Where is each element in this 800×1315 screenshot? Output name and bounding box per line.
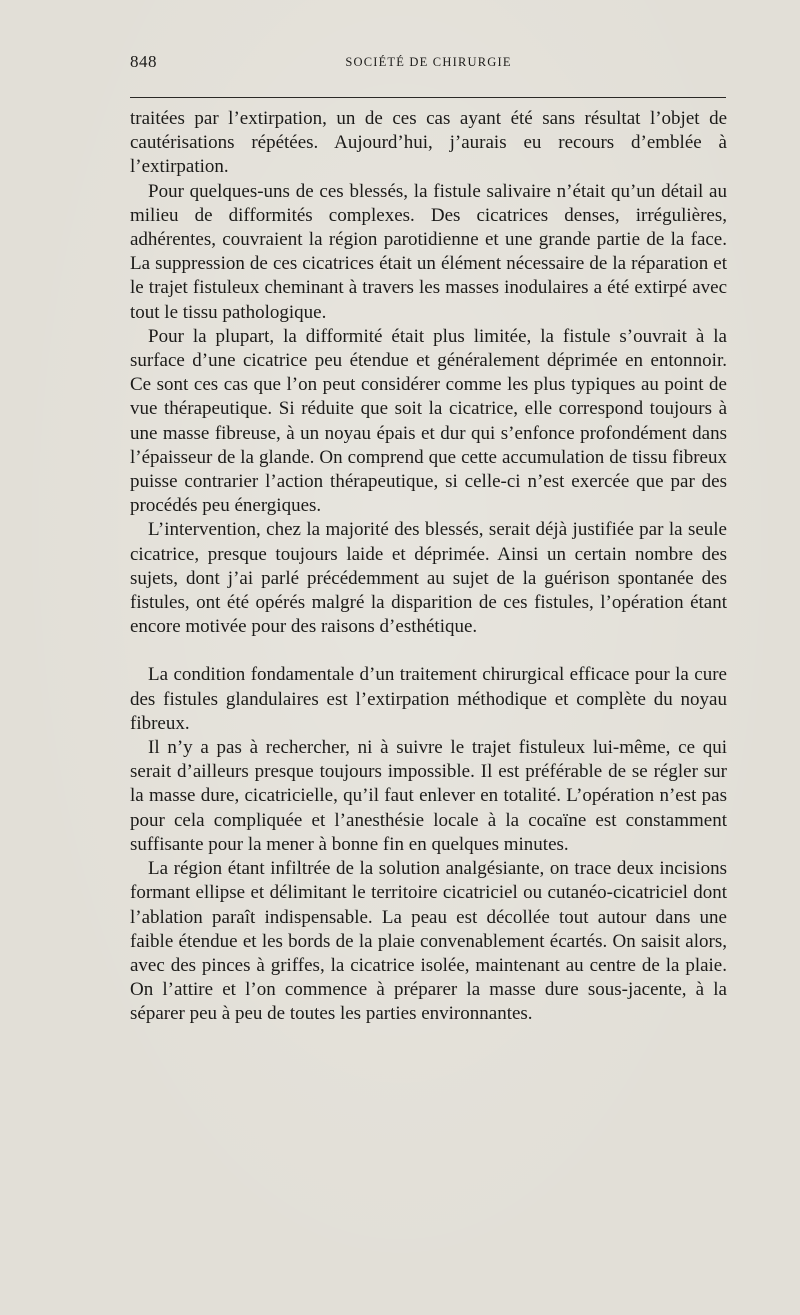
paragraph: Pour la plupart, la difformité était plus limitée, la fistule s’ouvrait à la surface d’une cicatrice peu étendue et généralement déprimée en entonnoir. Ce sont ces cas que l’on peut considérer comme les plus typiques au point de vue thérapeutique. Si réduite que soit la cicatrice, elle correspond toujours à une masse fibreuse, à un noyau épais et dur qui s’enfonce profondément dans l’épaisseur de la glande. On comprend que cette accumulation de tissu fibreux puisse contrarier l’action thérapeutique, si celle-ci n’est exercée que par des procédés peu énergiques.: [130, 325, 727, 517]
paragraph: Il n’y a pas à rechercher, ni à suivre le trajet fistuleux lui-même, ce qui serait d’ailleurs presque toujours impossible. Il est préférable de se régler sur la masse dure, cicatricielle, qu’il faut enlever en totalité. L’opération n’est pas pour cela compliquée et l’anesthésie locale à la cocaïne est constamment suffisante pour la mener à bonne fin en quelques minutes.: [130, 737, 727, 855]
paragraph: La condition fondamentale d’un traitement chirurgical efficace pour la cure des fistules glandulaires est l’extirpation méthodique et complète du noyau fibreux.: [130, 664, 727, 734]
header-rule: [130, 97, 726, 98]
page-number: 848: [130, 52, 157, 71]
body-text: [130, 107, 727, 1027]
running-title: SOCIÉTÉ DE CHIRURGIE: [345, 55, 512, 69]
paragraph-continued: traitées par l’extirpation, un de ces cas ayant été sans résultat l’objet de cautérisations répétées. Aujourd’hui, j’aurais eu recours d’emblée à l’extirpation.: [130, 108, 727, 178]
page-header: [130, 52, 727, 76]
paragraph: La région étant infiltrée de la solution analgésiante, on trace deux incisions formant ellipse et délimitant le territoire cicatriciel ou cutanéo-cicatriciel dont l’ablation paraît indispensable. La peau est décollée tout autour dans une faible étendue et les bords de la plaie convenablement écartés. On saisit alors, avec des pinces à griffes, la cicatrice isolée, maintenant au centre de la plaie. On l’attire et l’on commence à préparer la masse dure sous-jacente, à la séparer peu à peu de toutes les parties environnantes.: [130, 858, 727, 1025]
paragraph: Pour quelques-uns de ces blessés, la fistule salivaire n’était qu’un détail au milieu de difformités complexes. Des cicatrices denses, irrégulières, adhérentes, couvraient la région parotidienne et une grande partie de la face. La suppression de ces cicatrices était un élément nécessaire de la réparation et le trajet fistuleux cheminant à travers les masses inodulaires a été extirpé avec tout le tissu pathologique.: [130, 180, 727, 323]
paragraph: L’intervention, chez la majorité des blessés, serait déjà justifiée par la seule cicatrice, presque toujours laide et déprimée. Ainsi un certain nombre des sujets, dont j’ai parlé précédemment au sujet de la guérison spontanée des fistules, ont été opérés malgré la disparition de ces fistules, l’opération étant encore motivée pour des raisons d’esthétique.: [130, 519, 727, 638]
